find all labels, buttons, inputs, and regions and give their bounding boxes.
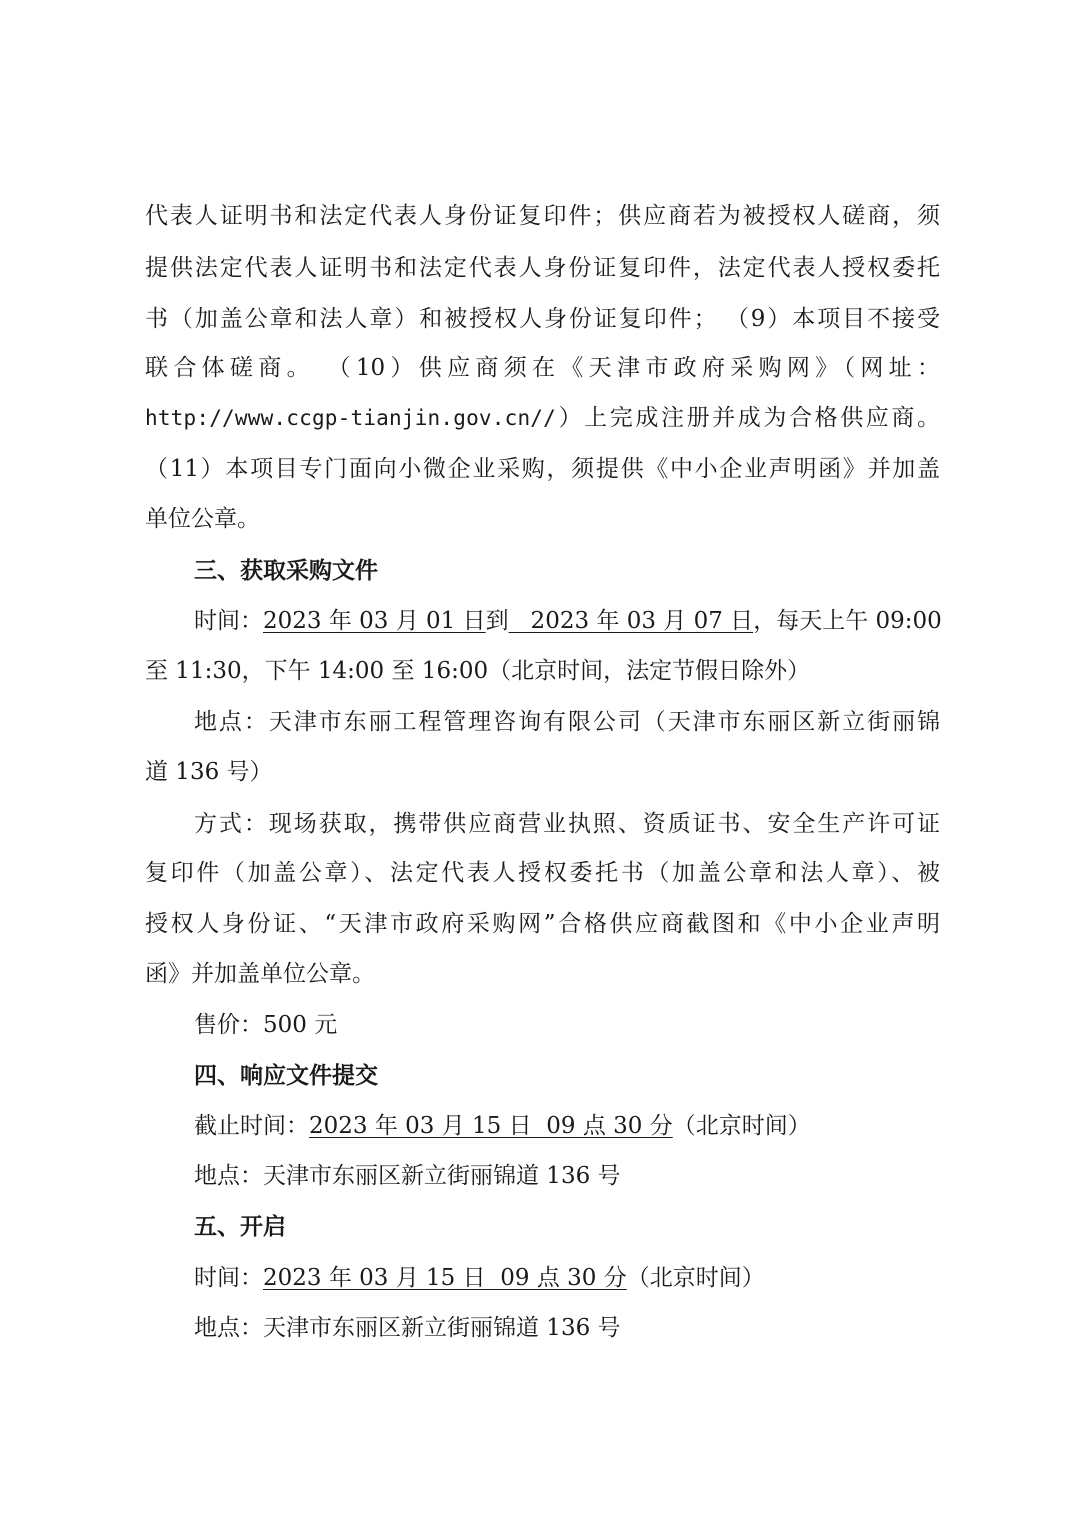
paragraph-line: 单位公章。 [145,506,260,532]
deadline-suffix: （北京时间） [672,1113,811,1139]
paragraph-line: 联合体磋商。 （10）供应商须在《天津市政府采购网》（网址： [145,355,940,381]
obtain-time-line-2: 至 11:30，下午 14:00 至 16:00（北京时间，法定节假日除外） [145,658,811,684]
time-label: 时间： [194,608,263,634]
section-heading-submission: 四、响应文件提交 [194,1062,378,1089]
obtain-place-line-2: 道 136 号） [145,759,273,785]
price-line: 售价：500 元 [194,1012,338,1038]
section-heading-obtain-documents: 三、获取采购文件 [194,557,378,584]
paragraph-text: ）上完成注册并成为合格供应商。 [555,405,940,431]
paragraph-line: 代表人证明书和法定代表人身份证复印件；供应商若为被授权人磋商，须 [145,203,940,229]
obtain-method-line-3: 授权人身份证、“天津市政府采购网”合格供应商截图和《中小企业声明 [145,911,940,937]
deadline-label: 截止时间： [194,1113,309,1139]
daily-hours-text: ，每天上午 09:00 [753,608,942,634]
obtain-method-line-4: 函》并加盖单位公章。 [145,961,375,987]
submission-place-line: 地点：天津市东丽区新立街丽锦道 136 号 [194,1163,621,1189]
paragraph-line: 提供法定代表人证明书和法定代表人身份证复印件，法定代表人授权委托 [145,255,940,281]
obtain-time-line [194,606,940,636]
end-date: 2023 年 03 月 07 日 [508,608,754,634]
paragraph-line: 书（加盖公章和法人章）和被授权人身份证复印件； （9）本项目不接受 [145,306,940,332]
website-url: http://www.ccgp-tianjin.gov.cn// [145,406,556,430]
deadline-line [194,1111,811,1141]
opening-time-suffix: （北京时间） [626,1265,765,1291]
opening-time-label: 时间： [194,1265,263,1291]
obtain-place-line: 地点：天津市东丽工程管理咨询有限公司（天津市东丽区新立街丽锦 [194,709,940,735]
section-heading-opening: 五、开启 [194,1213,286,1240]
obtain-method-line: 方式：现场获取，携带供应商营业执照、资质证书、安全生产许可证 [194,811,940,837]
start-date: 2023 年 03 月 01 日 [263,608,486,634]
obtain-method-line-2: 复印件（加盖公章）、法定代表人授权委托书（加盖公章和法人章）、被 [145,860,940,886]
to-text: 到 [485,608,509,634]
paragraph-line-url [145,403,940,433]
opening-place-line: 地点：天津市东丽区新立街丽锦道 136 号 [194,1315,621,1341]
opening-time-line [194,1263,765,1293]
paragraph-line: （11）本项目专门面向小微企业采购，须提供《中小企业声明函》并加盖 [145,456,940,482]
deadline-value: 2023 年 03 月 15 日 09 点 30 分 [309,1113,673,1139]
opening-time-value: 2023 年 03 月 15 日 09 点 30 分 [263,1265,627,1291]
